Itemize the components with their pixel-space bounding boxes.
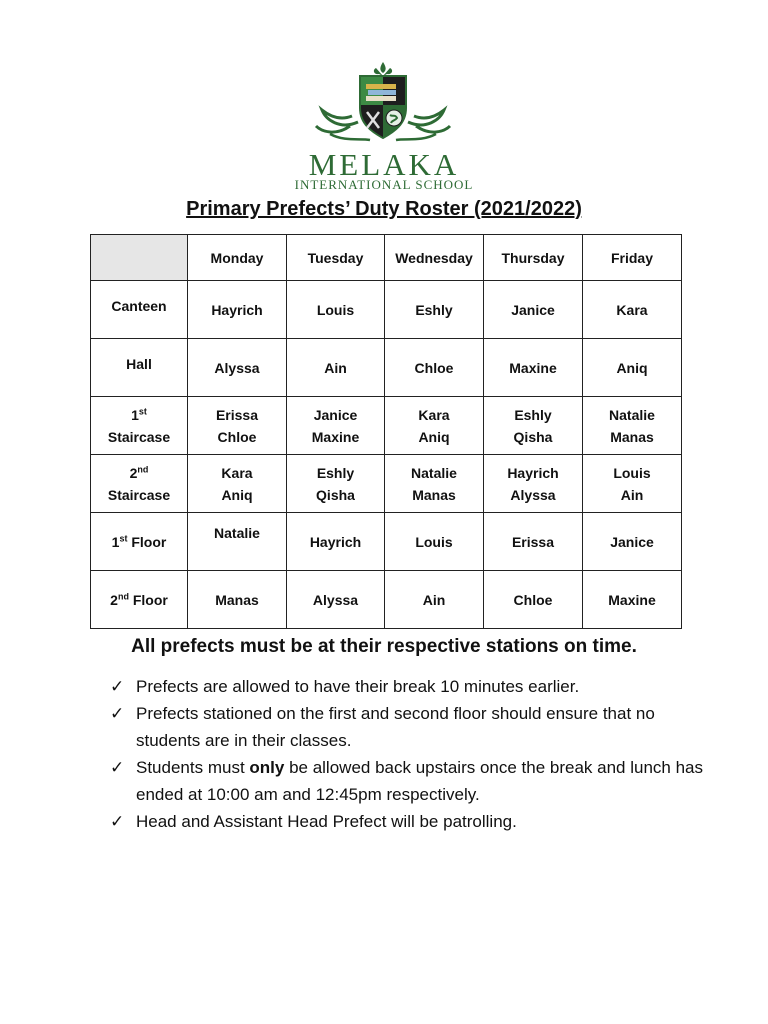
rules-list <box>110 673 710 835</box>
page-title: Primary Prefects’ Duty Roster (2021/2022) <box>186 198 582 220</box>
day-header: Monday <box>188 235 287 281</box>
day-header: Wednesday <box>385 235 484 281</box>
station-label: Canteen <box>91 281 188 339</box>
duty-cell: Alyssa <box>287 571 385 629</box>
duty-cell: Ain <box>287 339 385 397</box>
duty-cell: Maxine <box>583 571 682 629</box>
school-subtitle: INTERNATIONAL SCHOOL <box>294 177 474 192</box>
checkmark-icon: ✓ <box>110 812 125 831</box>
duty-cell: Manas <box>188 571 287 629</box>
duty-cell: Louis <box>385 513 484 571</box>
duty-cell: Eshly Qisha <box>287 455 385 513</box>
day-header: Friday <box>583 235 682 281</box>
duty-cell: Chloe <box>484 571 583 629</box>
duty-cell: Janice <box>583 513 682 571</box>
day-header: Tuesday <box>287 235 385 281</box>
duty-cell: Aniq <box>583 339 682 397</box>
rule-item: ✓ Prefects stationed on the first and second floor should ensure that no students are in their classes. <box>110 700 710 754</box>
station-label: 2nd Floor <box>91 571 188 629</box>
station-label: 1st Staircase <box>91 397 188 455</box>
duty-cell: Janice Maxine <box>287 397 385 455</box>
rule-item: ✓ Prefects are allowed to have their break 10 minutes earlier. <box>110 673 710 700</box>
rule-item: ✓ Students must only be allowed back upstairs once the break and lunch has ended at 10:00 am and 12:45pm respectively. <box>110 754 710 808</box>
duty-cell: Hayrich <box>188 281 287 339</box>
checkmark-icon: ✓ <box>110 677 125 696</box>
duty-cell: Kara Aniq <box>385 397 484 455</box>
crest-icon <box>300 60 470 150</box>
duty-cell: Ain <box>385 571 484 629</box>
duty-cell: Hayrich Alyssa <box>484 455 583 513</box>
corner-cell <box>91 235 188 281</box>
station-label: 2nd Staircase <box>91 455 188 513</box>
duty-cell: Maxine <box>484 339 583 397</box>
duty-cell: Janice <box>484 281 583 339</box>
duty-roster-table <box>90 234 682 629</box>
duty-cell: Kara Aniq <box>188 455 287 513</box>
duty-cell: Erissa Chloe <box>188 397 287 455</box>
table-row <box>91 281 682 339</box>
duty-cell: Alyssa <box>188 339 287 397</box>
table-row <box>91 339 682 397</box>
table-row <box>91 571 682 629</box>
station-label: 1st Floor <box>91 513 188 571</box>
table-row <box>91 397 682 455</box>
rule-item: ✓ Head and Assistant Head Prefect will be patrolling. <box>110 808 710 835</box>
duty-cell: Natalie Manas <box>583 397 682 455</box>
table-header-row <box>91 235 682 281</box>
duty-cell: Louis <box>287 281 385 339</box>
day-header: Thursday <box>484 235 583 281</box>
duty-cell: Hayrich <box>287 513 385 571</box>
duty-cell: Eshly <box>385 281 484 339</box>
duty-cell: Natalie Manas <box>385 455 484 513</box>
duty-cell: Louis Ain <box>583 455 682 513</box>
duty-cell: Erissa <box>484 513 583 571</box>
checkmark-icon: ✓ <box>110 758 125 777</box>
table-row <box>91 513 682 571</box>
station-label: Hall <box>91 339 188 397</box>
main-notice: All prefects must be at their respective stations on time. <box>131 636 637 657</box>
table-row <box>91 455 682 513</box>
duty-cell: Eshly Qisha <box>484 397 583 455</box>
duty-cell: Chloe <box>385 339 484 397</box>
school-name: MELAKA <box>308 147 460 182</box>
checkmark-icon: ✓ <box>110 704 125 723</box>
duty-cell: Natalie <box>188 513 287 571</box>
duty-cell: Kara <box>583 281 682 339</box>
